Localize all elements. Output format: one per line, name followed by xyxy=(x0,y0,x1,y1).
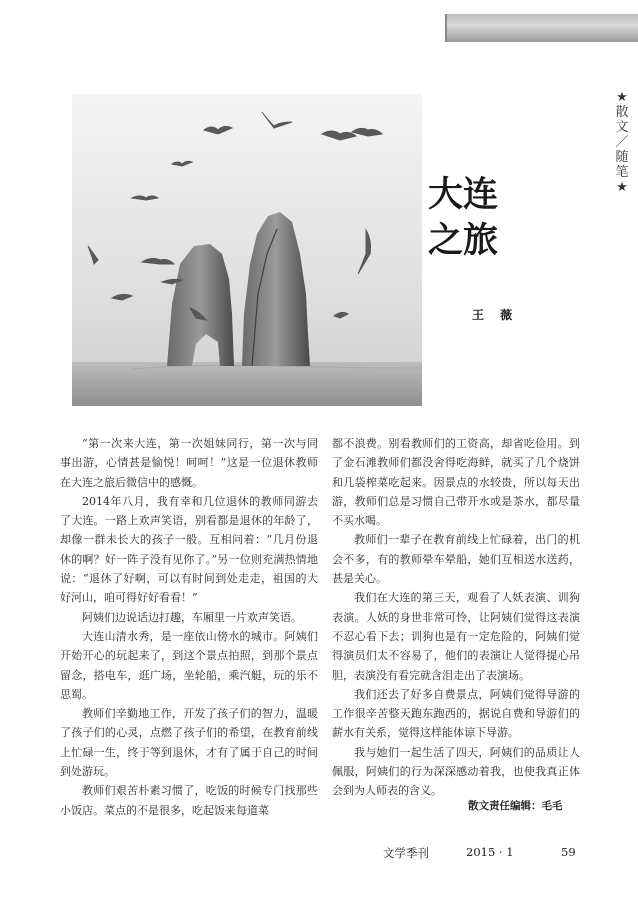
paragraph: 我与她们一起生活了四天，阿姨们的品质让人佩服，阿姨们的行为深深感动着我，也使我真正体会到为人师表的含义。 xyxy=(332,745,580,798)
paragraph: 我们还去了好多自费景点，阿姨们觉得导游的工作很辛苦整天跑东跑西的，据说自费和导游们的薪水有关系，觉得这样能体谅下导游。 xyxy=(332,687,580,740)
section-char: 笔 xyxy=(615,165,629,180)
paragraph: 阿姨们边说话边打趣，车厢里一片欢声笑语。 xyxy=(82,610,302,624)
magazine-name: 文学季刊 xyxy=(383,846,429,860)
section-char: 散 xyxy=(615,105,629,120)
paragraph: 都不浪费。别看教师们的工资高，却省吃俭用。到了金石滩教师们都没舍得吃海鲜，就买了几个烧饼和几袋榨菜吃起来。因景点的水较贵，所以每天出游，教师们总是习惯自己带开水或是茶水，都尽量不买水喝。 xyxy=(332,437,580,528)
article-title xyxy=(428,172,518,264)
paragraph: 教师们艰苦朴素习惯了，吃饭的时候专门找那些小饭店。菜点的不是很多，吃起饭来每道菜 xyxy=(60,784,318,817)
header-decorative-bar xyxy=(445,14,638,42)
article-column-right xyxy=(332,434,580,801)
paragraph: 我们在大连的第三天，观看了人妖表演、训狗表演。人妖的身世非常可怜，让阿姨们觉得这表演不忍心看下去；训狗也是有一定危险的，阿姨们觉得演员们太不容易了，他们的表演让人觉得提心吊胆，表演没有看完就含泪走出了表演场。 xyxy=(332,591,580,682)
page-number: 59 xyxy=(561,845,576,859)
section-char: ／ xyxy=(615,135,629,150)
editor-credit: 散文责任编辑：毛毛 xyxy=(468,800,563,812)
paragraph: 教师们一辈子在教育前线上忙碌着，出门的机会不多，有的教师晕车晕船，她们互相送水送药，甚是关心。 xyxy=(332,533,580,586)
issue-number: 2015 · 1 xyxy=(466,845,514,859)
paragraph: “第一次来大连，第一次姐妹同行，第一次与同事出游，心情甚是愉悦！呵呵！”这是一位退休教师在大连之旅后微信中的感慨。 xyxy=(60,437,318,489)
title-line: 大连 xyxy=(428,175,499,215)
section-char: 随 xyxy=(615,150,629,165)
article-column-left xyxy=(60,434,318,820)
photo-illustration xyxy=(72,94,422,406)
title-line: 之旅 xyxy=(428,221,499,261)
author-name: 王 薇 xyxy=(472,308,519,322)
section-star-icon: ★ xyxy=(616,90,628,105)
sea-rocks-seagulls-photo xyxy=(72,94,422,406)
paragraph: 2014年八月，我有幸和几位退休的教师同游去了大连。一路上欢声笑语，别看都是退休的年龄了，却像一群未长大的孩子一般。互相问着：“几月份退休的啊？好一阵子没有见你了。”另一位则充满热情地说：“退休了好啊，可以有时间到处走走，祖国的大好河山，咱可得好好看看！” xyxy=(60,494,318,605)
section-label xyxy=(614,90,630,195)
section-char: 文 xyxy=(615,120,629,135)
section-star-icon: ★ xyxy=(616,180,628,195)
paragraph: 教师们辛勤地工作，开发了孩子们的智力，温暖了孩子们的心灵，点燃了孩子们的希望，在教育前线上忙碌一生，终于等到退休，才有了属于自己的时间到处游玩。 xyxy=(60,707,318,779)
paragraph: 大连山清水秀，是一座依山傍水的城市。阿姨们开始开心的玩起来了，到这个景点拍照，到那个景点留念，搭电车，逛广场，坐轮船，乘汽艇，玩的乐不思蜀。 xyxy=(60,629,318,701)
